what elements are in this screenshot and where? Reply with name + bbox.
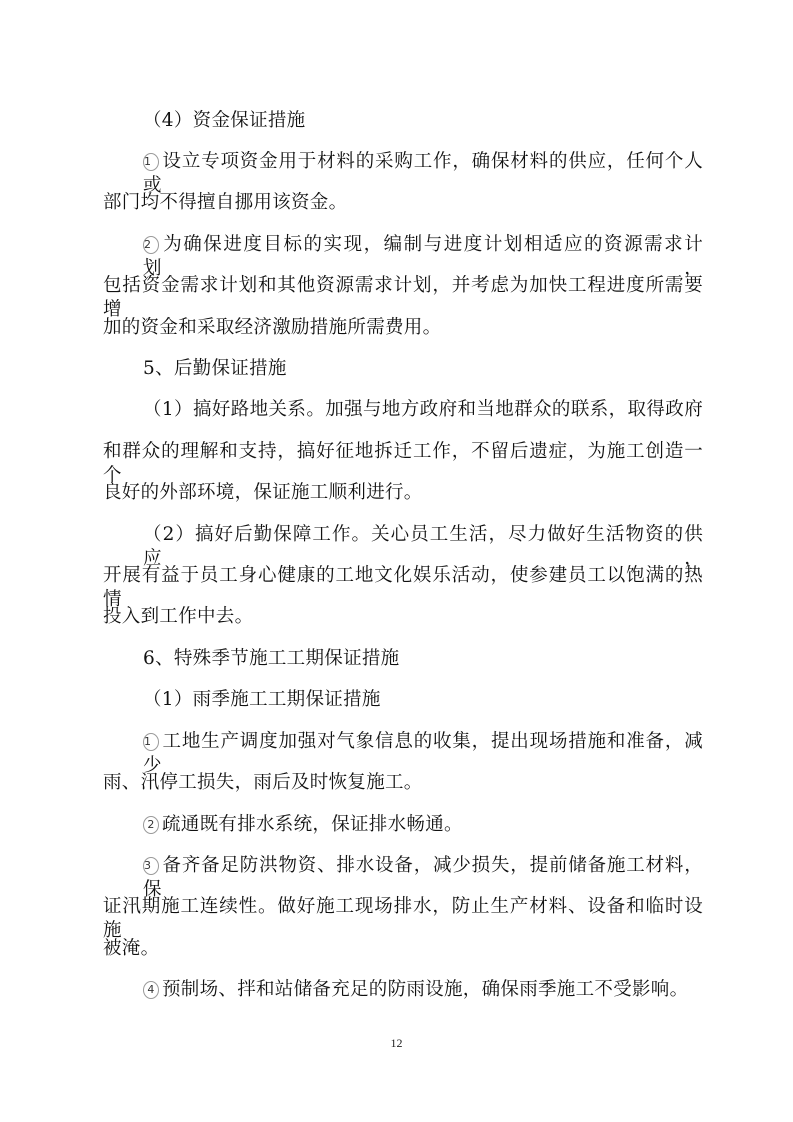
funding-item2-text1: 为确保进度目标的实现，编制与进度计划相适应的资源需求计划， bbox=[143, 234, 703, 279]
page-number: 12 bbox=[390, 1036, 403, 1050]
logistics-para2-line3: 投入到工作中去。 bbox=[103, 606, 254, 627]
logistics-para1-line1: （1）搞好路地关系。加强与地方政府和当地群众的联系，取得政府 bbox=[143, 399, 703, 420]
season-item4-line1 bbox=[143, 978, 703, 1002]
circled-number-2-icon: 2 bbox=[143, 236, 159, 254]
season-item2-line1 bbox=[143, 813, 703, 837]
circled-number-2-icon: 2 bbox=[143, 816, 159, 834]
circled-number-3-icon: 3 bbox=[143, 857, 159, 875]
heading-logistics: 5、后勤保证措施 bbox=[143, 358, 287, 379]
funding-item1-line2: 部门均不得擅自挪用该资金。 bbox=[103, 192, 348, 213]
funding-item2-line1 bbox=[143, 233, 703, 279]
heading-funding: （4）资金保证措施 bbox=[143, 110, 306, 131]
season-item1-line1 bbox=[143, 730, 703, 776]
season-item3-text1: 备齐备足防洪物资、排水设备，减少损失，提前储备施工材料，保 bbox=[143, 855, 703, 900]
circled-number-4-icon: 4 bbox=[143, 981, 159, 999]
season-item2-text1: 疏通既有排水系统，保证排水畅通。 bbox=[162, 814, 463, 835]
subheading-rainy-season: （1）雨季施工工期保证措施 bbox=[143, 689, 381, 710]
logistics-para2-line1: （2）搞好后勤保障工作。关心员工生活，尽力做好生活物资的供应， bbox=[143, 524, 703, 569]
funding-item1-text1: 设立专项资金用于材料的采购工作，确保材料的供应，任何个人或 bbox=[143, 151, 703, 196]
funding-item2-line3: 加的资金和采取经济激励措施所需费用。 bbox=[103, 317, 442, 338]
circled-number-1-icon: 1 bbox=[143, 733, 159, 751]
logistics-para1-line2: 和群众的理解和支持，搞好征地拆迁工作，不留后遗症，为施工创造一个 bbox=[103, 441, 703, 486]
season-item4-text1: 预制场、拌和站储备充足的防雨设施，确保雨季施工不受影响。 bbox=[162, 979, 689, 1000]
logistics-para2-line2: 开展有益于员工身心健康的工地文化娱乐活动，使参建员工以饱满的热情 bbox=[103, 565, 703, 610]
season-item1-line2: 雨、汛停工损失，雨后及时恢复施工。 bbox=[103, 772, 423, 793]
season-item3-line2: 证汛期施工连续性。做好施工现场排水，防止生产材料、设备和临时设施 bbox=[103, 896, 703, 941]
circled-number-1-icon: 1 bbox=[143, 153, 159, 171]
funding-item2-line2: 包括资金需求计划和其他资源需求计划，并考虑为加快工程进度所需要增 bbox=[103, 275, 703, 320]
logistics-para1-line3: 良好的外部环境，保证施工顺利进行。 bbox=[103, 482, 423, 503]
heading-season: 6、特殊季节施工工期保证措施 bbox=[143, 648, 400, 669]
funding-item1-line1 bbox=[143, 150, 703, 196]
season-item1-text1: 工地生产调度加强对气象信息的收集，提出现场措施和准备，减少 bbox=[143, 731, 703, 776]
season-item3-line1 bbox=[143, 854, 703, 900]
season-item3-line3: 被淹。 bbox=[103, 938, 160, 959]
